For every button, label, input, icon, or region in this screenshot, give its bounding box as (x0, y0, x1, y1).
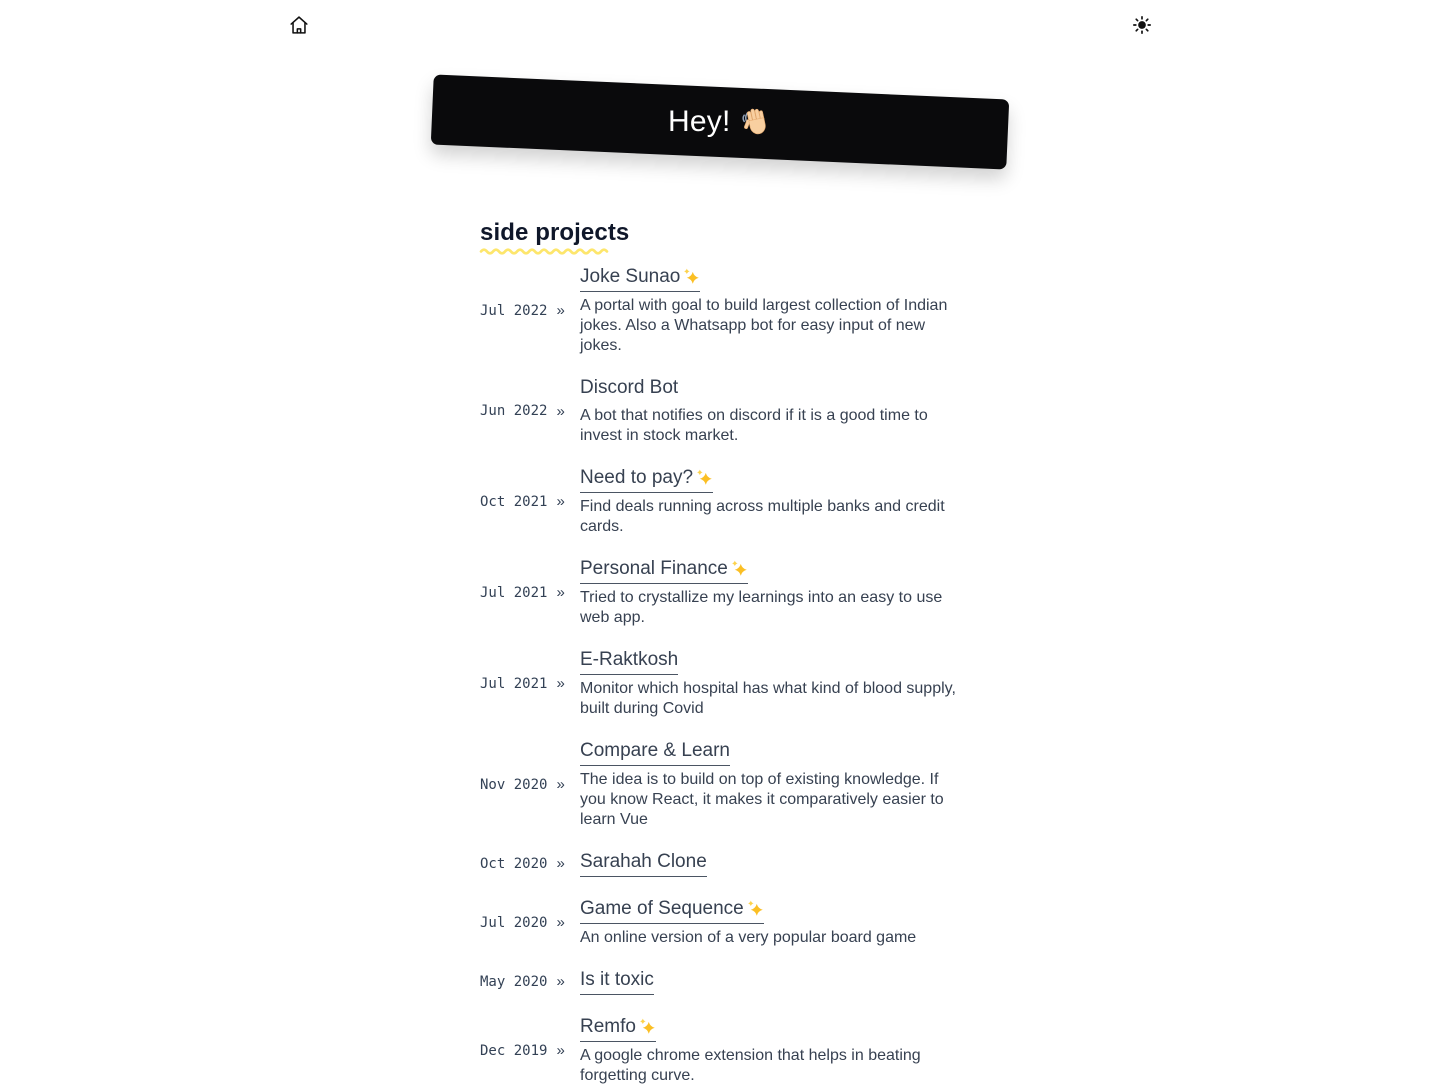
project-title-text: Need to pay? (580, 467, 694, 488)
project-date: Oct 2021 (480, 493, 548, 510)
project-date: Oct 2020 (480, 855, 548, 872)
project-row (480, 648, 960, 719)
project-date: Jul 2021 (480, 584, 548, 601)
project-description: A portal with goal to build largest collection of Indian jokes. Also a Whatsapp bot for easy input of new jokes. (580, 297, 948, 354)
chevron-separator: » (556, 1042, 565, 1059)
project-date-cell (480, 302, 565, 319)
project-title-text: E-Raktkosh (580, 649, 679, 670)
project-content (580, 265, 960, 356)
section-title (480, 219, 629, 247)
project-date-cell (480, 584, 565, 601)
project-date-cell (480, 914, 565, 931)
project-date-cell (480, 855, 565, 872)
project-content (580, 1015, 960, 1086)
project-date-cell (480, 776, 565, 793)
project-date: Jul 2021 (480, 675, 548, 692)
project-title-text: Game of Sequence (580, 898, 744, 919)
project-link[interactable] (580, 968, 654, 995)
project-date: Dec 2019 (480, 1042, 548, 1059)
project-title-text: Sarahah Clone (580, 851, 707, 872)
project-row (480, 376, 960, 446)
sun-icon (1132, 15, 1152, 35)
banner-text: Hey! (668, 105, 731, 138)
project-content (580, 557, 960, 628)
project-link[interactable] (580, 557, 748, 584)
project-date-cell (480, 403, 565, 420)
sparkle-icon (696, 469, 713, 486)
project-description: Monitor which hospital has what kind of blood supply, built during Covid (580, 680, 956, 717)
sparkle-icon (639, 1018, 656, 1035)
project-description: A google chrome extension that helps in beating forgetting curve. (580, 1047, 921, 1084)
project-date-cell (480, 675, 565, 692)
project-content (580, 968, 960, 995)
home-button[interactable] (288, 14, 310, 36)
project-description: Find deals running across multiple banks and credit cards. (580, 498, 945, 535)
projects-list (480, 265, 960, 1086)
waving-hand-icon (740, 106, 772, 138)
section-title-text: side projects (480, 219, 630, 246)
project-description: Tried to crystallize my learnings into an easy to use web app. (580, 589, 943, 626)
sparkle-icon (683, 268, 700, 285)
project-content (580, 739, 960, 830)
project-date-cell (480, 973, 565, 990)
project-title-text: Remfo (580, 1016, 636, 1037)
project-date: Jul 2022 (480, 302, 548, 319)
hero-banner (431, 74, 1010, 169)
project-link[interactable] (580, 466, 713, 493)
project-description: The idea is to build on top of existing knowledge. If you know React, it makes it comparatively easier to learn Vue (580, 771, 944, 828)
project-row (480, 739, 960, 830)
project-title (580, 376, 678, 402)
header (272, 0, 1168, 40)
home-icon (288, 14, 310, 36)
chevron-separator: » (556, 776, 565, 793)
project-title-text: Compare & Learn (580, 740, 730, 761)
project-description: A bot that notifies on discord if it is a good time to invest in stock market. (580, 407, 928, 444)
project-link[interactable] (580, 648, 678, 675)
project-title-text: Discord Bot (580, 377, 679, 398)
chevron-separator: » (556, 402, 565, 420)
project-title-text: Is it toxic (580, 969, 654, 990)
sparkle-icon (747, 900, 764, 917)
chevron-separator: » (556, 973, 565, 990)
project-title-text: Personal Finance (580, 558, 728, 579)
project-link[interactable] (580, 850, 707, 877)
project-row (480, 265, 960, 356)
chevron-separator: » (556, 584, 565, 601)
chevron-separator: » (556, 675, 565, 692)
project-link[interactable] (580, 1015, 656, 1042)
project-content (580, 850, 960, 877)
project-row (480, 466, 960, 537)
main-content (480, 219, 960, 1086)
chevron-separator: » (556, 914, 565, 931)
chevron-separator: » (556, 493, 565, 510)
project-date: Nov 2020 (480, 776, 548, 793)
project-title-text: Joke Sunao (580, 266, 681, 287)
project-link[interactable] (580, 897, 764, 924)
project-link[interactable] (580, 265, 700, 292)
project-date: Jun 2022 (480, 403, 548, 419)
project-description: An online version of a very popular board game (580, 929, 917, 946)
theme-toggle-button[interactable] (1132, 15, 1152, 35)
project-content (580, 648, 960, 719)
project-date: Jul 2020 (480, 914, 548, 931)
project-row (480, 557, 960, 628)
project-content (580, 376, 960, 446)
project-row (480, 850, 960, 877)
chevron-separator: » (556, 302, 565, 319)
project-date-cell (480, 1042, 565, 1059)
sparkle-icon (731, 560, 748, 577)
project-date: May 2020 (480, 973, 548, 990)
project-content (580, 466, 960, 537)
project-row (480, 1015, 960, 1086)
project-link[interactable] (580, 739, 730, 766)
project-row (480, 897, 960, 948)
project-content (580, 897, 960, 948)
project-row (480, 968, 960, 995)
project-date-cell (480, 493, 565, 510)
chevron-separator: » (556, 855, 565, 872)
squiggle-underline (480, 246, 612, 254)
